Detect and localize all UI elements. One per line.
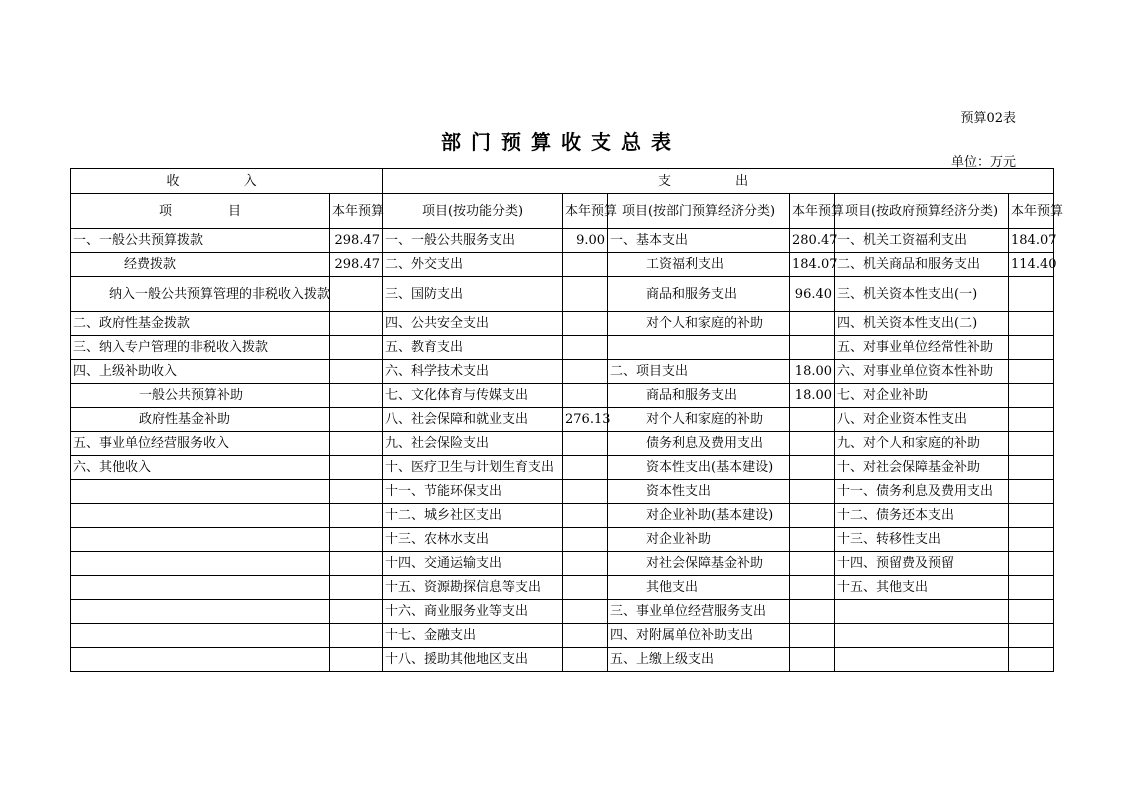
- gov-item: 七、对企业补助: [835, 384, 1009, 408]
- income-item: 六、其他收入: [71, 456, 330, 480]
- func-item: 三、国防支出: [383, 277, 563, 312]
- income-budget: [330, 312, 383, 336]
- income-item: 政府性基金补助: [71, 408, 330, 432]
- expense-header: 支 出: [383, 169, 1054, 194]
- dept-budget: [790, 312, 835, 336]
- gov-budget: [1009, 576, 1054, 600]
- income-budget: [330, 360, 383, 384]
- dept-budget: [790, 528, 835, 552]
- table-row: [71, 648, 1054, 672]
- income-item: 五、事业单位经营服务收入: [71, 432, 330, 456]
- dept-budget: [790, 600, 835, 624]
- dept-budget: [790, 576, 835, 600]
- dept-item: 对个人和家庭的补助: [608, 312, 790, 336]
- func-budget: [563, 277, 608, 312]
- dept-item: 对企业补助(基本建设): [608, 504, 790, 528]
- func-item: 九、社会保险支出: [383, 432, 563, 456]
- income-item: [71, 552, 330, 576]
- dept-budget: [790, 480, 835, 504]
- func-item: 一、一般公共服务支出: [383, 229, 563, 253]
- func-budget: [563, 456, 608, 480]
- dept-item: 三、事业单位经营服务支出: [608, 600, 790, 624]
- func-budget: [563, 384, 608, 408]
- gov-budget: [1009, 480, 1054, 504]
- func-budget: 9.00: [563, 229, 608, 253]
- table-row: [71, 432, 1054, 456]
- dept-budget: 280.47: [790, 229, 835, 253]
- gov-budget: [1009, 456, 1054, 480]
- income-item: 纳入一般公共预算管理的非税收入拨款: [71, 277, 330, 312]
- dept-item: 对个人和家庭的补助: [608, 408, 790, 432]
- dept-item: 债务利息及费用支出: [608, 432, 790, 456]
- table-row: [71, 504, 1054, 528]
- income-budget: [330, 432, 383, 456]
- gov-item: 一、机关工资福利支出: [835, 229, 1009, 253]
- income-item: [71, 480, 330, 504]
- dept-item: 二、项目支出: [608, 360, 790, 384]
- gov-budget: [1009, 312, 1054, 336]
- func-budget: [563, 624, 608, 648]
- gov-item: 二、机关商品和服务支出: [835, 253, 1009, 277]
- dept-budget: 96.40: [790, 277, 835, 312]
- dept-budget: [790, 408, 835, 432]
- gov-budget: [1009, 504, 1054, 528]
- gov-budget: 114.40: [1009, 253, 1054, 277]
- gov-item: [835, 600, 1009, 624]
- dept-budget: [790, 648, 835, 672]
- dept-budget: [790, 552, 835, 576]
- table-row: [71, 384, 1054, 408]
- gov-item: [835, 624, 1009, 648]
- table-row: [71, 624, 1054, 648]
- dept-header: 项目(按部门预算经济分类): [608, 194, 790, 229]
- func-item: 十一、节能环保支出: [383, 480, 563, 504]
- func-item: 十四、交通运输支出: [383, 552, 563, 576]
- func-budget: [563, 600, 608, 624]
- table-row: [71, 552, 1054, 576]
- func-item: 十七、金融支出: [383, 624, 563, 648]
- budget-header-income: 本年预算: [330, 194, 383, 229]
- gov-item: 四、机关资本性支出(二): [835, 312, 1009, 336]
- income-budget: [330, 600, 383, 624]
- func-budget: [563, 312, 608, 336]
- income-budget: 298.47: [330, 229, 383, 253]
- table-row: [71, 528, 1054, 552]
- income-budget: [330, 277, 383, 312]
- income-item: 二、政府性基金拨款: [71, 312, 330, 336]
- income-budget: [330, 576, 383, 600]
- gov-budget: [1009, 384, 1054, 408]
- table-row: [71, 576, 1054, 600]
- table-row: [71, 456, 1054, 480]
- table-row: [71, 336, 1054, 360]
- income-budget: [330, 648, 383, 672]
- dept-budget: [790, 504, 835, 528]
- table-row: [71, 480, 1054, 504]
- dept-item: 商品和服务支出: [608, 384, 790, 408]
- dept-item: 对企业补助: [608, 528, 790, 552]
- gov-item: 十、对社会保障基金补助: [835, 456, 1009, 480]
- func-item: 十二、城乡社区支出: [383, 504, 563, 528]
- budget-header-dept: 本年预算: [790, 194, 835, 229]
- gov-budget: [1009, 648, 1054, 672]
- page-title: 部门预算收支总表: [441, 130, 681, 154]
- dept-budget: 184.07: [790, 253, 835, 277]
- dept-item: 四、对附属单位补助支出: [608, 624, 790, 648]
- func-item: 七、文化体育与传媒支出: [383, 384, 563, 408]
- gov-budget: [1009, 360, 1054, 384]
- gov-item: 十四、预留费及预留: [835, 552, 1009, 576]
- income-item: [71, 576, 330, 600]
- dept-budget: [790, 624, 835, 648]
- func-item: 十八、援助其他地区支出: [383, 648, 563, 672]
- income-budget: [330, 384, 383, 408]
- income-budget: [330, 408, 383, 432]
- budget-header-func: 本年预算: [563, 194, 608, 229]
- dept-budget: [790, 336, 835, 360]
- income-budget: [330, 624, 383, 648]
- func-budget: 276.13: [563, 408, 608, 432]
- func-budget: [563, 480, 608, 504]
- table-row: [71, 408, 1054, 432]
- func-budget: [563, 253, 608, 277]
- gov-budget: [1009, 432, 1054, 456]
- gov-budget: [1009, 528, 1054, 552]
- func-budget: [563, 576, 608, 600]
- dept-item: 一、基本支出: [608, 229, 790, 253]
- dept-item: 资本性支出: [608, 480, 790, 504]
- gov-item: 九、对个人和家庭的补助: [835, 432, 1009, 456]
- income-item: [71, 600, 330, 624]
- income-item: 四、上级补助收入: [71, 360, 330, 384]
- dept-item: 其他支出: [608, 576, 790, 600]
- gov-item: 十三、转移性支出: [835, 528, 1009, 552]
- dept-item: 工资福利支出: [608, 253, 790, 277]
- gov-item: [835, 648, 1009, 672]
- header-row-sections: [71, 169, 1054, 194]
- gov-item: 五、对事业单位经常性补助: [835, 336, 1009, 360]
- func-budget: [563, 360, 608, 384]
- func-budget: [563, 336, 608, 360]
- income-budget: [330, 480, 383, 504]
- gov-budget: 184.07: [1009, 229, 1054, 253]
- func-item: 十六、商业服务业等支出: [383, 600, 563, 624]
- income-budget: [330, 552, 383, 576]
- gov-budget: [1009, 624, 1054, 648]
- budget-table: [70, 168, 1064, 672]
- income-item: [71, 504, 330, 528]
- func-item: 十、医疗卫生与计划生育支出: [383, 456, 563, 480]
- item-header-b: 目: [228, 203, 242, 219]
- func-budget: [563, 648, 608, 672]
- table-row: [71, 277, 1054, 312]
- func-budget: [563, 552, 608, 576]
- dept-item: 商品和服务支出: [608, 277, 790, 312]
- income-item: [71, 648, 330, 672]
- gov-item: 三、机关资本性支出(一): [835, 277, 1009, 312]
- income-item: 一、一般公共预算拨款: [71, 229, 330, 253]
- func-item: 五、教育支出: [383, 336, 563, 360]
- table-row: [71, 600, 1054, 624]
- income-budget: [330, 336, 383, 360]
- func-item: 六、科学技术支出: [383, 360, 563, 384]
- gov-budget: [1009, 408, 1054, 432]
- gov-item: 十五、其他支出: [835, 576, 1009, 600]
- dept-budget: 18.00: [790, 360, 835, 384]
- income-item: 一般公共预算补助: [71, 384, 330, 408]
- income-item: [71, 624, 330, 648]
- gov-item: 十二、债务还本支出: [835, 504, 1009, 528]
- func-item: 四、公共安全支出: [383, 312, 563, 336]
- gov-header: 项目(按政府预算经济分类): [835, 194, 1009, 229]
- income-item: 三、纳入专户管理的非税收入拨款: [71, 336, 330, 360]
- header-row-columns: [71, 194, 1054, 229]
- item-header: [71, 194, 330, 229]
- budget-header-gov: 本年预算: [1009, 194, 1054, 229]
- item-header-a: 项: [158, 203, 172, 219]
- gov-budget: [1009, 600, 1054, 624]
- gov-budget: [1009, 336, 1054, 360]
- func-item: 十五、资源勘探信息等支出: [383, 576, 563, 600]
- func-item: 二、外交支出: [383, 253, 563, 277]
- income-budget: [330, 504, 383, 528]
- table-row: [71, 312, 1054, 336]
- income-item: 经费拨款: [71, 253, 330, 277]
- table-row: [71, 229, 1054, 253]
- dept-item: 五、上缴上级支出: [608, 648, 790, 672]
- form-number: 预算02表: [960, 111, 1016, 126]
- dept-item: 资本性支出(基本建设): [608, 456, 790, 480]
- gov-item: 八、对企业资本性支出: [835, 408, 1009, 432]
- func-budget: [563, 504, 608, 528]
- func-budget: [563, 432, 608, 456]
- gov-budget: [1009, 552, 1054, 576]
- gov-item: 十一、债务利息及费用支出: [835, 480, 1009, 504]
- income-budget: 298.47: [330, 253, 383, 277]
- dept-budget: 18.00: [790, 384, 835, 408]
- table-row: [71, 253, 1054, 277]
- income-budget: [330, 456, 383, 480]
- func-budget: [563, 528, 608, 552]
- gov-item: 六、对事业单位资本性补助: [835, 360, 1009, 384]
- func-item: 十三、农林水支出: [383, 528, 563, 552]
- dept-budget: [790, 456, 835, 480]
- table-row: [71, 360, 1054, 384]
- dept-budget: [790, 432, 835, 456]
- unit-label: 单位：万元: [950, 155, 1016, 170]
- func-item: 八、社会保障和就业支出: [383, 408, 563, 432]
- income-budget: [330, 528, 383, 552]
- dept-item: 对社会保障基金补助: [608, 552, 790, 576]
- dept-item: [608, 336, 790, 360]
- income-item: [71, 528, 330, 552]
- func-header: 项目(按功能分类): [383, 194, 563, 229]
- income-header: 收 入: [71, 169, 383, 194]
- gov-budget: [1009, 277, 1054, 312]
